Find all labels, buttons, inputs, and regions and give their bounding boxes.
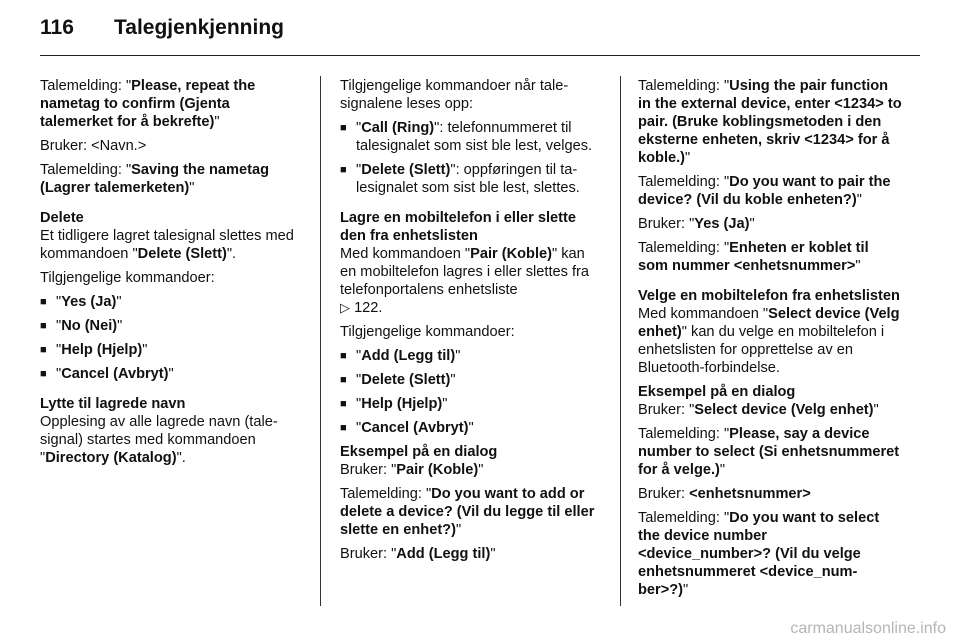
commands-label: Tilgjengelige kommandoer: bbox=[40, 270, 215, 286]
list-item: ■ "Help (Hjelp)" bbox=[40, 341, 302, 359]
list-item: ■ "Add (Legg til)" bbox=[340, 347, 604, 365]
user-name-reply: Bruker: <Navn.> bbox=[40, 138, 147, 154]
page-header bbox=[40, 16, 920, 50]
prompt-pair-confirm: Talemelding: "Do you want to pair the device? (Vil du koble enheten?)" bbox=[638, 174, 891, 208]
user-yes-reply: Bruker: "Yes (Ja)" bbox=[638, 216, 755, 232]
list-item: ■ "Cancel (Avbryt)" bbox=[340, 419, 604, 437]
example-heading: Eksempel på en dialog bbox=[638, 384, 796, 400]
page-reference: 122. bbox=[354, 300, 383, 316]
list-item: ■ "Yes (Ja)" bbox=[40, 293, 302, 311]
example-line: Talemelding: "Do you want to select the device number <device_number>? (Vil du velge enhetsnummeret <device_number>?)" bbox=[638, 510, 880, 598]
column-2 bbox=[340, 77, 604, 569]
select-device-heading: Velge en mobiltelefon fra enhetslisten bbox=[638, 288, 900, 304]
list-item: ■ "Help (Hjelp)" bbox=[340, 395, 604, 413]
prompt-saving-nametag: Talemelding: "Saving the nametag (Lagrer talemerketen)" bbox=[40, 162, 270, 196]
delete-description: Et tidligere lagret talesignal slettes med kommandoen "Delete (Slett)". bbox=[40, 228, 294, 262]
list-item: ■ "Delete (Slett)": oppføringen til talesignalet som sist ble lest, slettes. bbox=[340, 161, 604, 197]
example-line: Bruker: "Pair (Koble)" bbox=[340, 462, 484, 478]
command-list bbox=[340, 347, 604, 437]
prompt-paired-number: Talemelding: "Enheten er koblet til som nummer <enhetsnummer>" bbox=[638, 240, 869, 274]
example-line: Talemelding: "Do you want to add or delete a device? (Vil du legge til eller slette en enhet?)" bbox=[340, 486, 595, 538]
select-device-description: Med kommandoen "Select device (Velg enhet)" kan du velge en mobiltelefon i enhetslisten for opprettelse av en Bluetooth-forbindelse. bbox=[638, 306, 900, 376]
list-item: ■ "Delete (Slett)" bbox=[340, 371, 604, 389]
example-heading: Eksempel på en dialog bbox=[340, 444, 498, 460]
example-line: Bruker: "Add (Legg til)" bbox=[340, 546, 496, 562]
command-list bbox=[40, 293, 302, 383]
prompt-pair-function: Talemelding: "Using the pair function in the external device, enter <1234> to pair. (Bruke koblingsmetoden i den eksterne enheten, skriv <1234> for å koble.)" bbox=[638, 78, 902, 166]
watermark: carmanualsonline.info bbox=[790, 620, 946, 637]
page-title: Talegjenkjenning bbox=[114, 16, 284, 39]
column-divider-2 bbox=[620, 76, 621, 606]
example-line: Bruker: <enhetsnummer> bbox=[638, 486, 811, 502]
header-divider bbox=[40, 55, 920, 56]
column-3 bbox=[638, 77, 902, 605]
save-delete-heading: Lagre en mobiltelefon i eller slette den fra enhetslisten bbox=[340, 210, 576, 244]
save-delete-description: Med kommandoen "Pair (Koble)" kan en mobiltelefon lagres i eller slettes fra telefonportalens enhetsliste ▷ 122. bbox=[340, 246, 590, 316]
commands-label: Tilgjengelige kommandoer: bbox=[340, 324, 515, 340]
readout-command-list bbox=[340, 119, 604, 197]
list-item: ■ "No (Nei)" bbox=[40, 317, 302, 335]
prompt-repeat-nametag: Talemelding: "Please, repeat the nametag to confirm (Gjenta talemerket for å bekrefte)" bbox=[40, 78, 256, 130]
list-item: ■ "Cancel (Avbryt)" bbox=[40, 365, 302, 383]
delete-heading: Delete bbox=[40, 210, 84, 226]
example-line: Talemelding: "Please, say a device number to select (Si enhetsnummeret for å velge.)" bbox=[638, 426, 900, 478]
column-divider-1 bbox=[320, 76, 321, 606]
readout-intro: Tilgjengelige kommandoer når talesignalene leses opp: bbox=[340, 78, 569, 112]
listen-description: Opplesing av alle lagrede navn (talesignal) startes med kommandoen "Directory (Katalog)". bbox=[40, 414, 278, 466]
page-number: 116 bbox=[40, 16, 74, 39]
column-1 bbox=[40, 77, 302, 473]
list-item: ■ "Call (Ring)": telefonnummeret til talesignalet som sist ble lest, velges. bbox=[340, 119, 604, 155]
example-line: Bruker: "Select device (Velg enhet)" bbox=[638, 402, 879, 418]
listen-heading: Lytte til lagrede navn bbox=[40, 396, 186, 412]
page-reference-icon: ▷ bbox=[340, 300, 350, 315]
